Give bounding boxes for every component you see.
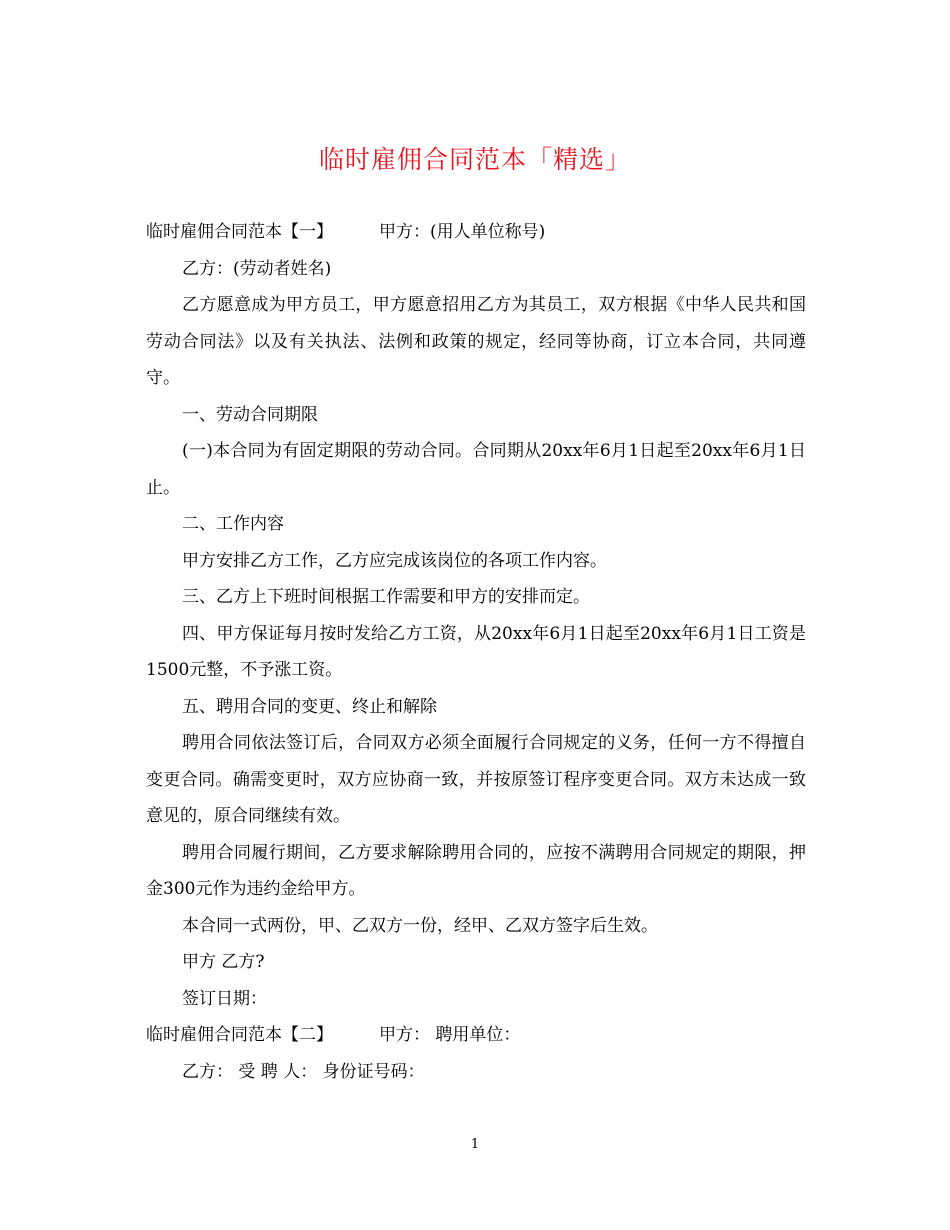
clause1-text: (一)本合同为有固定期限的劳动合同。合同期从20xx年6月1日起至20xx年6月1日止。 — [146, 441, 806, 498]
clause4-text: 四、甲方保证每月按时发给乙方工资，从20xx年6月1日起至20xx年6月1日工资是1500元整，不予涨工资。 — [146, 623, 806, 680]
party-b-2: 乙方： 受 聘 人： 身份证号码： — [182, 1061, 425, 1082]
document-title: 临时雇佣合同范本「精选」 — [318, 145, 631, 174]
party-a-1: 甲方：(用人单位称号) — [379, 222, 546, 242]
intro-paragraph: 乙方愿意成为甲方员工，甲方愿意招用乙方为其员工，双方根据《中华人民共和国劳动合同法》以及有关执法、法例和政策的规定，经同等协商，订立本合同，共同遵守。 — [146, 295, 806, 388]
party-b-1: 乙方：(劳动者姓名) — [182, 258, 332, 279]
section2-heading-line — [146, 1017, 806, 1054]
clause3-text: 三、乙方上下班时间根据工作需要和甲方的安排而定。 — [182, 587, 590, 607]
party-a-2: 甲方： 聘用单位： — [379, 1025, 521, 1045]
clause1-title: 一、劳动合同期限 — [182, 404, 318, 425]
sign-date: 签订日期： — [182, 988, 267, 1009]
clause2-title: 二、工作内容 — [182, 514, 284, 534]
section1-heading-line — [146, 214, 806, 251]
page-number: 1 — [470, 1137, 480, 1152]
clause5-title: 五、聘用合同的变更、终止和解除 — [182, 696, 437, 717]
document-body — [146, 214, 806, 1090]
clause5-text1: 聘用合同依法签订后，合同双方必须全面履行合同规定的义务，任何一方不得擅自变更合同。确需变更时，双方应协商一致，并按原签订程序变更合同。双方未达成一致意见的，原合同继续有效。 — [146, 733, 806, 826]
copies-text: 本合同一式两份，甲、乙双方一份，经甲、乙双方签字后生效。 — [182, 915, 658, 936]
signatures-line: 甲方 乙方? — [182, 952, 265, 972]
clause2-text: 甲方安排乙方工作，乙方应完成该岗位的各项工作内容。 — [182, 550, 607, 571]
clause5-text2: 聘用合同履行期间，乙方要求解除聘用合同的，应按不满聘用合同规定的期限，押金300元作为违约金给甲方。 — [146, 842, 806, 899]
section2-heading: 临时雇佣合同范本【二】 — [146, 1025, 333, 1045]
section1-heading: 临时雇佣合同范本【一】 — [146, 222, 333, 242]
